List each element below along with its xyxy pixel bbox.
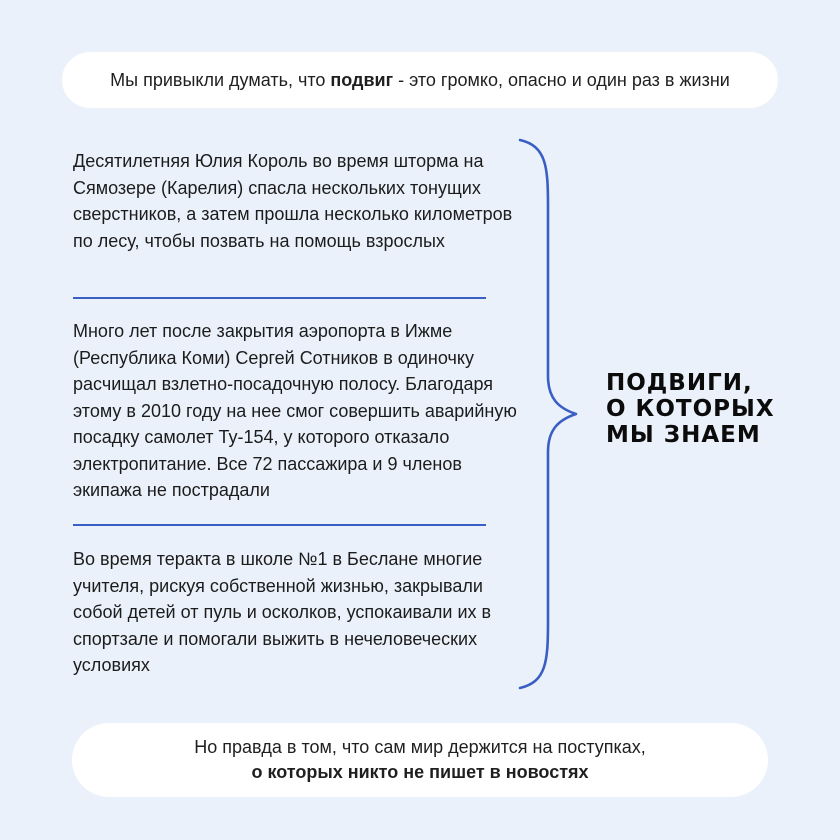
bottom-banner-line-1: Но правда в том, что сам мир держится на поступках, — [194, 737, 646, 757]
top-banner-after: - это громко, опасно и один раз в жизни — [393, 69, 730, 90]
bottom-banner — [72, 723, 768, 797]
story-beslan-teachers: Во время теракта в школе №1 в Беслане многие учителя, рискуя собственной жизнью, закрывали собой детей от пуль и осколков, успокаивали их в спортзале и помогали выжить в нечеловеческих условиях — [73, 549, 492, 675]
heading-line-3: МЫ ЗНАЕМ — [606, 422, 761, 448]
heading-line-1: ПОДВИГИ, — [606, 370, 753, 396]
bottom-banner-line-2: о которых никто не пишет в новостях — [251, 762, 589, 782]
story-divider — [73, 297, 486, 299]
section-heading — [606, 370, 775, 448]
heading-line-2: О КОТОРЫХ — [606, 396, 775, 422]
story-sergey-sotnikov: Много лет после закрытия аэропорта в Ижме (Республика Коми) Сергей Сотников в одиночку расчищал взлетно-посадочную полосу. Благодаря этому в 2010 году на нее смог совершить аварийную посадку самолет Ту-154, у которого отказало электропитание. Все 72 пассажира и 9 членов экипажа не пострадали — [73, 321, 517, 500]
story-divider — [73, 524, 486, 526]
story-yulia-korol: Десятилетняя Юлия Король во время шторма на Сямозере (Карелия) спасла нескольких тонущих сверстников, а затем прошла несколько километров по лесу, чтобы позвать на помощь взрослых — [73, 151, 513, 251]
top-banner-bold-word: подвиг — [330, 69, 394, 90]
top-banner-before: Мы привыкли думать, что — [110, 69, 331, 90]
curly-brace-icon — [512, 136, 592, 692]
top-banner — [62, 52, 778, 108]
top-banner-text — [110, 70, 730, 91]
